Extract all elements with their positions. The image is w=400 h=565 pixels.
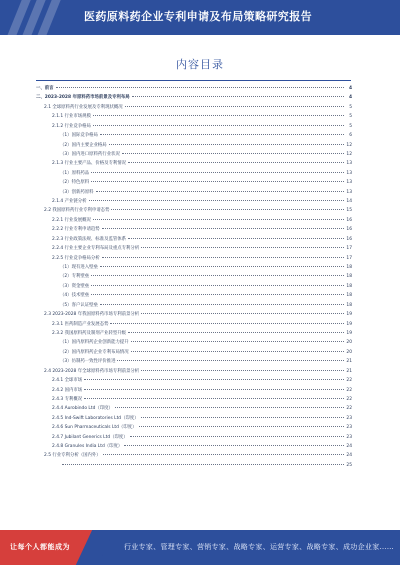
toc-entry[interactable] bbox=[36, 112, 352, 121]
toc-entry-title: 2.4.5 Ind-Swift Laboratories Ltd（印度） bbox=[52, 415, 139, 421]
toc-leader-dots bbox=[139, 426, 345, 427]
toc-entry[interactable] bbox=[36, 159, 352, 168]
toc-leader-dots bbox=[84, 398, 344, 399]
toc-entry[interactable] bbox=[36, 272, 352, 281]
toc-entry-page: 18 bbox=[346, 274, 352, 280]
toc-entry-title: 2.3.2 我国原料药及制剂产业转型升级 bbox=[52, 330, 127, 336]
footer-slogan-left: 让每个人都能成为 bbox=[10, 543, 70, 551]
toc-entry[interactable] bbox=[36, 301, 352, 310]
toc-entry-page: 14 bbox=[346, 199, 352, 205]
toc-leader-dots bbox=[91, 294, 344, 295]
toc-entry[interactable] bbox=[36, 197, 352, 206]
toc-entry[interactable] bbox=[36, 122, 352, 131]
toc-entry-page: 5 bbox=[349, 104, 352, 110]
toc-entry-page: 5 bbox=[349, 114, 352, 120]
toc-leader-dots bbox=[100, 304, 344, 305]
toc-leader-dots bbox=[100, 266, 344, 267]
toc-leader-dots bbox=[124, 445, 344, 446]
toc-entry-title: 2.1.4 产业链分析 bbox=[52, 199, 87, 205]
toc-entry-page: 22 bbox=[346, 396, 352, 402]
toc-entry[interactable] bbox=[36, 338, 352, 347]
toc-leader-dots bbox=[91, 172, 344, 173]
toc-entry-title: 2.5 行业专利分析（国内外） bbox=[44, 453, 101, 459]
toc-heading: 内容目录 bbox=[176, 58, 224, 71]
toc-entry-title: 2.1.1 行业市场规模 bbox=[52, 114, 91, 120]
toc-entry-page: 18 bbox=[346, 293, 352, 299]
toc-entry-title: （2）国内主要企业格局 bbox=[60, 142, 107, 148]
toc-entry-page: 20 bbox=[346, 349, 352, 355]
toc-entry[interactable] bbox=[36, 461, 352, 470]
toc-entry[interactable] bbox=[36, 225, 352, 234]
toc-entry[interactable] bbox=[36, 141, 352, 150]
toc-entry-page: 5 bbox=[349, 123, 352, 129]
toc-entry-page: 23 bbox=[346, 425, 352, 431]
toc-entry[interactable] bbox=[36, 178, 352, 187]
toc-entry[interactable] bbox=[36, 423, 352, 432]
toc-entry-title: 2.2.4 行业主要企业专利布局及重点专利分析 bbox=[52, 246, 140, 252]
toc-entry-page: 20 bbox=[346, 340, 352, 346]
toc-leader-dots bbox=[109, 144, 344, 145]
toc-leader-dots bbox=[91, 285, 344, 286]
toc-entry-page: 16 bbox=[346, 217, 352, 223]
toc-entry-page: 17 bbox=[346, 246, 352, 252]
toc-leader-dots bbox=[117, 360, 344, 361]
toc-entry[interactable] bbox=[36, 169, 352, 178]
toc-entry[interactable] bbox=[36, 376, 352, 385]
toc-entry-title: （5）客户认证壁垒 bbox=[60, 302, 98, 308]
toc-entry[interactable] bbox=[36, 320, 352, 329]
toc-entry-title: （3）资金壁垒 bbox=[60, 283, 90, 289]
toc-leader-dots bbox=[102, 228, 344, 229]
toc-leader-dots bbox=[100, 134, 344, 135]
toc-leader-dots bbox=[131, 351, 344, 352]
toc-leader-dots bbox=[103, 454, 344, 455]
toc-entry[interactable] bbox=[36, 254, 352, 263]
toc-leader-dots bbox=[141, 417, 344, 418]
toc-entry[interactable] bbox=[36, 404, 352, 413]
toc-leader-dots bbox=[89, 200, 344, 201]
toc-leader-dots bbox=[128, 238, 344, 239]
toc-entry[interactable] bbox=[36, 103, 352, 112]
toc-entry-page: 6 bbox=[349, 133, 352, 139]
toc-entry-title: （3）仿制药一致性评价推进 bbox=[60, 359, 116, 365]
toc-entry[interactable] bbox=[36, 395, 352, 404]
toc-entry-title: 2.3 2023-2028 年我国原料药市场专利前景分析 bbox=[44, 312, 140, 318]
toc-leader-dots bbox=[93, 219, 344, 220]
toc-entry-title: 2.2.5 行业竞争格局分析 bbox=[52, 255, 100, 261]
toc-entry[interactable] bbox=[36, 414, 352, 423]
toc-entry-title: 2.2.3 行业政策法规、标准及监管体系 bbox=[52, 236, 127, 242]
toc-leader-dots bbox=[91, 275, 344, 276]
toc-leader-dots bbox=[131, 341, 344, 342]
toc-leader-dots bbox=[93, 125, 344, 126]
toc-entry[interactable] bbox=[36, 433, 352, 442]
toc-entry-title: （1）现有进入壁垒 bbox=[60, 265, 98, 271]
toc-leader-dots bbox=[141, 313, 344, 314]
toc-entry[interactable] bbox=[36, 367, 352, 376]
toc-entry-title: 2.4.4 Aurobindo Ltd（印度） bbox=[52, 406, 113, 412]
toc-leader-dots bbox=[128, 162, 344, 163]
toc-entry[interactable] bbox=[36, 451, 352, 460]
toc-entry[interactable] bbox=[36, 216, 352, 225]
toc-entry-page: 17 bbox=[346, 255, 352, 261]
toc-entry[interactable] bbox=[36, 386, 352, 395]
toc-entry[interactable] bbox=[36, 310, 352, 319]
toc-entry-page: 24 bbox=[346, 453, 352, 459]
toc-entry-title: 二、2023-2028 年原料药市场前景及专利布局 bbox=[36, 95, 130, 101]
toc-entry-title: 2.2.1 行业发展概况 bbox=[52, 217, 91, 223]
footer-banner bbox=[0, 530, 400, 565]
toc-entry[interactable] bbox=[36, 357, 352, 366]
toc-entry[interactable] bbox=[36, 84, 352, 93]
toc-entry-title: （4）技术壁垒 bbox=[60, 293, 90, 299]
toc-entry[interactable] bbox=[36, 188, 352, 197]
toc-entry[interactable] bbox=[36, 348, 352, 357]
toc-entry[interactable] bbox=[36, 235, 352, 244]
toc-entry-title: 2.4.6 Sun Pharmaceuticals Ltd（印度） bbox=[52, 425, 137, 431]
toc-entry[interactable] bbox=[36, 206, 352, 215]
toc-entry-title: 2.4.8 Granules India Ltd（印度） bbox=[52, 444, 123, 450]
toc-entry-page: 18 bbox=[346, 302, 352, 308]
toc-leader-dots bbox=[84, 389, 344, 390]
toc-entry[interactable] bbox=[36, 131, 352, 140]
toc-divider bbox=[36, 80, 351, 81]
toc-entry-page: 19 bbox=[346, 321, 352, 327]
toc-entry-title: 2.4.1 全球市场 bbox=[52, 378, 83, 384]
toc-leader-dots bbox=[56, 87, 344, 88]
toc-leader-dots bbox=[91, 181, 344, 182]
toc-leader-dots bbox=[141, 247, 344, 248]
header-banner bbox=[0, 0, 400, 35]
toc-entry[interactable] bbox=[36, 291, 352, 300]
toc-leader-dots bbox=[125, 106, 344, 107]
toc-entry[interactable] bbox=[36, 150, 352, 159]
toc-leader-dots bbox=[62, 464, 344, 465]
toc-entry-title: 一、前言 bbox=[36, 86, 54, 91]
toc-entry-title: 2.2.2 行业专利申请趋势 bbox=[52, 227, 100, 233]
toc-leader-dots bbox=[130, 436, 344, 437]
toc-entry-page: 18 bbox=[346, 283, 352, 289]
toc-entry-title: （3）国内进口原料药行业状况 bbox=[60, 151, 120, 157]
toc-leader-dots bbox=[141, 370, 344, 371]
toc-entry-title: 2.1 全球原料药行业发展及专利现状概况 bbox=[44, 104, 123, 110]
toc-leader-dots bbox=[96, 191, 344, 192]
header-stripes-decoration bbox=[14, 0, 74, 42]
toc-entry-page: 24 bbox=[346, 444, 352, 450]
toc-entry-page: 13 bbox=[346, 180, 352, 186]
toc-entry-page: 16 bbox=[346, 227, 352, 233]
toc-entry-page: 21 bbox=[346, 368, 352, 374]
toc-leader-dots bbox=[110, 323, 344, 324]
toc-entry-title: 2.2 我国原料药行业专利申请态势 bbox=[44, 208, 110, 214]
toc-entry-title: 2.3.1 医药制造产业发展态势 bbox=[52, 321, 109, 327]
toc-entry-title: （1）原料药品 bbox=[60, 170, 90, 176]
report-title: 医药原料药企业专利申请及布局策略研究报告 bbox=[84, 10, 312, 23]
toc-entry[interactable] bbox=[36, 263, 352, 272]
toc-entry-page: 13 bbox=[346, 161, 352, 167]
toc-entry-title: （2）专利壁垒 bbox=[60, 274, 90, 280]
toc-entry-page: 15 bbox=[346, 208, 352, 214]
toc-entry-page: 22 bbox=[346, 378, 352, 384]
toc-leader-dots bbox=[122, 153, 344, 154]
toc-entry-page: 16 bbox=[346, 236, 352, 242]
toc-entry-title: 2.1.3 行业主要产品、价格及专利情况 bbox=[52, 161, 127, 167]
toc-entry-page: 12 bbox=[346, 142, 352, 148]
toc-entry-title: 2.4.3 专利概况 bbox=[52, 396, 83, 402]
toc-entry-title: 2.4 2023-2028 年全球原料药市场专利前景分析 bbox=[44, 368, 140, 374]
toc-entry-title: （3）创新药原料 bbox=[60, 189, 94, 195]
toc-leader-dots bbox=[111, 209, 344, 210]
toc-entry-page: 13 bbox=[346, 170, 352, 176]
table-of-contents bbox=[36, 84, 352, 470]
toc-entry-title: 2.4.7 Jubilant Generics Ltd（印度） bbox=[52, 434, 128, 440]
toc-entry-page: 19 bbox=[346, 330, 352, 336]
toc-entry-page: 23 bbox=[346, 415, 352, 421]
toc-entry-title: （2）特色原料 bbox=[60, 180, 90, 186]
toc-entry-title: （1）国际竞争格局 bbox=[60, 133, 98, 139]
toc-entry-page: 22 bbox=[346, 406, 352, 412]
toc-entry-page: 4 bbox=[348, 95, 352, 101]
toc-entry-page: 13 bbox=[346, 189, 352, 195]
toc-entry[interactable] bbox=[36, 244, 352, 253]
toc-entry-page: 4 bbox=[348, 86, 352, 91]
toc-leader-dots bbox=[93, 115, 344, 116]
toc-entry-title: 2.4.2 国内市场 bbox=[52, 387, 83, 393]
footer-slogan-right: 行业专家、管理专家、营销专家、战略专家、运营专家、战略专家、成功企业家…… bbox=[124, 543, 395, 551]
toc-entry-title: 2.1.2 行业竞争格局 bbox=[52, 123, 91, 129]
toc-leader-dots bbox=[115, 407, 344, 408]
toc-entry[interactable] bbox=[36, 329, 352, 338]
toc-entry[interactable] bbox=[36, 442, 352, 451]
toc-leader-dots bbox=[128, 332, 344, 333]
toc-entry-page: 21 bbox=[346, 359, 352, 365]
toc-entry-page: 19 bbox=[346, 312, 352, 318]
toc-leader-dots bbox=[84, 379, 344, 380]
toc-entry-page: 23 bbox=[346, 434, 352, 440]
toc-entry-title: （2）国内原料药企业专利布局情况 bbox=[60, 349, 129, 355]
toc-entry-page: 12 bbox=[346, 151, 352, 157]
toc-entry-page: 22 bbox=[346, 387, 352, 393]
toc-leader-dots bbox=[102, 257, 344, 258]
toc-entry-page: 18 bbox=[346, 265, 352, 271]
toc-entry-page: 25 bbox=[346, 462, 352, 468]
toc-entry[interactable] bbox=[36, 282, 352, 291]
toc-entry-title: （1）国内原料药企业创新能力提升 bbox=[60, 340, 129, 346]
toc-entry[interactable] bbox=[36, 93, 352, 102]
toc-leader-dots bbox=[132, 96, 344, 97]
